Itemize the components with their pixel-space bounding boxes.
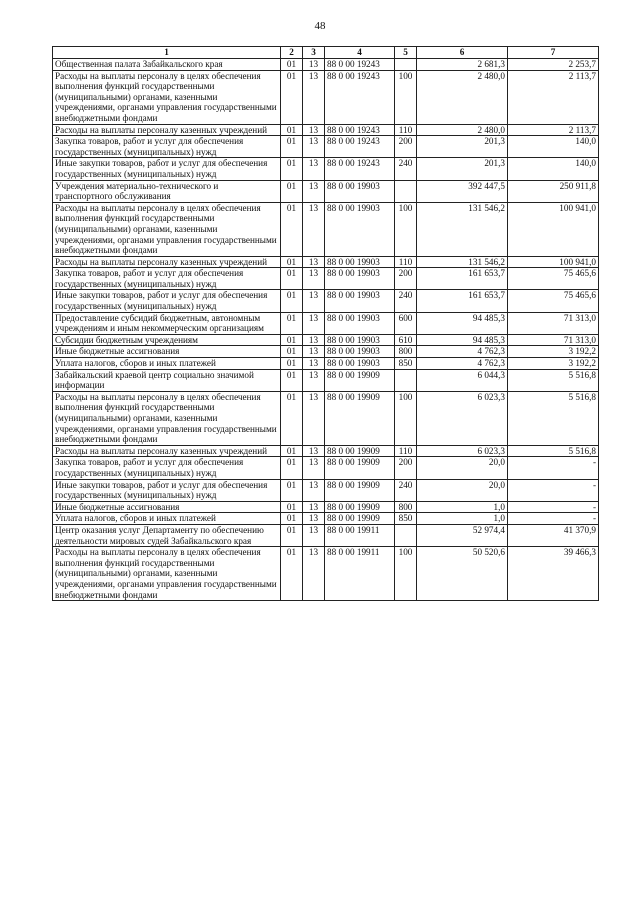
expense-type-cell: 850 [395,513,417,525]
amount-col6-cell: 20,0 [417,457,508,479]
amount-col7-cell: 5 516,8 [508,369,599,391]
row-name-cell: Субсидии бюджетным учреждениям [53,334,281,346]
table-row [53,256,599,268]
row-name-cell: Расходы на выплаты персоналу в целях обеспечения выполнения функций государственными (муниципальными) органами, казенными учреждениями, органами управления государственными внебюджетными фондами [53,202,281,256]
row-name-cell: Расходы на выплаты персоналу в целях обеспечения выполнения функций государственными (муниципальными) органами, казенными учреждениями, органами управления государственными внебюджетными фондами [53,547,281,601]
row-name-cell: Уплата налогов, сборов и иных платежей [53,513,281,525]
amount-col6-cell: 2 681,3 [417,59,508,71]
target-article-cell: 88 0 00 19903 [325,346,395,358]
amount-col6-cell: 50 520,6 [417,547,508,601]
expense-type-cell: 240 [395,158,417,180]
expense-type-cell: 240 [395,290,417,312]
row-name-cell: Центр оказания услуг Департаменту по обеспечению деятельности мировых судей Забайкальского края [53,524,281,546]
table-row [53,290,599,312]
amount-col7-cell: 140,0 [508,158,599,180]
row-name-cell: Иные закупки товаров, работ и услуг для обеспечения государственных (муниципальных) нужд [53,479,281,501]
subsection-code-cell: 13 [303,290,325,312]
section-code-cell: 01 [281,369,303,391]
amount-col6-cell: 2 480,0 [417,124,508,136]
amount-col6-cell: 4 762,3 [417,346,508,358]
subsection-code-cell: 13 [303,136,325,158]
expense-type-cell [395,369,417,391]
row-name-cell: Уплата налогов, сборов и иных платежей [53,358,281,370]
row-name-cell: Расходы на выплаты персоналу казенных учреждений [53,445,281,457]
table-header-row [53,47,599,59]
amount-col7-cell: 39 466,3 [508,547,599,601]
row-name-cell: Закупка товаров, работ и услуг для обеспечения государственных (муниципальных) нужд [53,457,281,479]
budget-table [52,46,599,601]
row-name-cell: Иные бюджетные ассигнования [53,346,281,358]
section-code-cell: 01 [281,180,303,202]
amount-col7-cell: 100 941,0 [508,202,599,256]
table-row [53,513,599,525]
amount-col6-cell: 201,3 [417,136,508,158]
target-article-cell: 88 0 00 19903 [325,358,395,370]
subsection-code-cell: 13 [303,524,325,546]
table-row [53,268,599,290]
table-row [53,391,599,445]
row-name-cell: Расходы на выплаты персоналу в целях обеспечения выполнения функций государственными (муниципальными) органами, казенными учреждениями, органами управления государственными внебюджетными фондами [53,391,281,445]
amount-col7-cell: 5 516,8 [508,391,599,445]
section-code-cell: 01 [281,70,303,124]
amount-col6-cell: 392 447,5 [417,180,508,202]
expense-type-cell: 850 [395,358,417,370]
table-row [53,369,599,391]
row-name-cell: Забайкальский краевой центр социально значимой информации [53,369,281,391]
amount-col7-cell: - [508,513,599,525]
section-code-cell: 01 [281,346,303,358]
section-code-cell: 01 [281,501,303,513]
target-article-cell: 88 0 00 19243 [325,70,395,124]
subsection-code-cell: 13 [303,334,325,346]
amount-col6-cell: 1,0 [417,513,508,525]
amount-col6-cell: 131 546,2 [417,256,508,268]
section-code-cell: 01 [281,457,303,479]
amount-col6-cell: 4 762,3 [417,358,508,370]
row-name-cell: Расходы на выплаты персоналу в целях обеспечения выполнения функций государственными (муниципальными) органами, казенными учреждениями, органами управления государственными внебюджетными фондами [53,70,281,124]
amount-col6-cell: 161 653,7 [417,290,508,312]
column-header: 2 [281,47,303,59]
table-row [53,479,599,501]
amount-col7-cell: 3 192,2 [508,358,599,370]
target-article-cell: 88 0 00 19903 [325,256,395,268]
row-name-cell: Предоставление субсидий бюджетным, автономным учреждениям и иным некоммерческим организациям [53,312,281,334]
section-code-cell: 01 [281,547,303,601]
row-name-cell: Учреждения материально-технического и транспортного обслуживания [53,180,281,202]
section-code-cell: 01 [281,358,303,370]
section-code-cell: 01 [281,524,303,546]
target-article-cell: 88 0 00 19243 [325,136,395,158]
row-name-cell: Иные закупки товаров, работ и услуг для обеспечения государственных (муниципальных) нужд [53,158,281,180]
row-name-cell: Закупка товаров, работ и услуг для обеспечения государственных (муниципальных) нужд [53,268,281,290]
target-article-cell: 88 0 00 19903 [325,202,395,256]
column-header: 1 [53,47,281,59]
amount-col6-cell: 6 044,3 [417,369,508,391]
amount-col6-cell: 131 546,2 [417,202,508,256]
amount-col6-cell: 1,0 [417,501,508,513]
row-name-cell: Расходы на выплаты персоналу казенных учреждений [53,124,281,136]
amount-col6-cell: 201,3 [417,158,508,180]
amount-col7-cell: - [508,479,599,501]
amount-col7-cell: - [508,501,599,513]
section-code-cell: 01 [281,479,303,501]
table-row [53,524,599,546]
column-header: 4 [325,47,395,59]
subsection-code-cell: 13 [303,479,325,501]
amount-col6-cell: 94 485,3 [417,312,508,334]
target-article-cell: 88 0 00 19909 [325,445,395,457]
table-row [53,180,599,202]
expense-type-cell: 200 [395,136,417,158]
target-article-cell: 88 0 00 19909 [325,391,395,445]
table-row [53,457,599,479]
expense-type-cell: 110 [395,124,417,136]
subsection-code-cell: 13 [303,268,325,290]
table-row [53,158,599,180]
amount-col7-cell: 2 253,7 [508,59,599,71]
column-header: 7 [508,47,599,59]
subsection-code-cell: 13 [303,70,325,124]
target-article-cell: 88 0 00 19909 [325,513,395,525]
subsection-code-cell: 13 [303,501,325,513]
amount-col7-cell: 2 113,7 [508,70,599,124]
section-code-cell: 01 [281,334,303,346]
table-row [53,202,599,256]
amount-col7-cell: 140,0 [508,136,599,158]
section-code-cell: 01 [281,136,303,158]
section-code-cell: 01 [281,290,303,312]
table-row [53,547,599,601]
table-row [53,445,599,457]
expense-type-cell: 600 [395,312,417,334]
section-code-cell: 01 [281,312,303,334]
expense-type-cell [395,524,417,546]
target-article-cell: 88 0 00 19243 [325,158,395,180]
amount-col7-cell: 41 370,9 [508,524,599,546]
target-article-cell: 88 0 00 19903 [325,180,395,202]
subsection-code-cell: 13 [303,369,325,391]
expense-type-cell: 800 [395,346,417,358]
amount-col6-cell: 20,0 [417,479,508,501]
amount-col6-cell: 52 974,4 [417,524,508,546]
amount-col7-cell: 75 465,6 [508,290,599,312]
target-article-cell: 88 0 00 19909 [325,479,395,501]
section-code-cell: 01 [281,268,303,290]
subsection-code-cell: 13 [303,346,325,358]
target-article-cell: 88 0 00 19903 [325,312,395,334]
row-name-cell: Иные закупки товаров, работ и услуг для обеспечения государственных (муниципальных) нужд [53,290,281,312]
subsection-code-cell: 13 [303,547,325,601]
subsection-code-cell: 13 [303,445,325,457]
row-name-cell: Закупка товаров, работ и услуг для обеспечения государственных (муниципальных) нужд [53,136,281,158]
subsection-code-cell: 13 [303,158,325,180]
target-article-cell: 88 0 00 19903 [325,290,395,312]
subsection-code-cell: 13 [303,59,325,71]
column-header: 3 [303,47,325,59]
table-row [53,501,599,513]
table-row [53,59,599,71]
section-code-cell: 01 [281,513,303,525]
amount-col7-cell: 71 313,0 [508,334,599,346]
section-code-cell: 01 [281,202,303,256]
table-row [53,70,599,124]
amount-col6-cell: 161 653,7 [417,268,508,290]
amount-col7-cell: 75 465,6 [508,268,599,290]
column-header: 6 [417,47,508,59]
subsection-code-cell: 13 [303,391,325,445]
amount-col7-cell: 100 941,0 [508,256,599,268]
expense-type-cell: 100 [395,391,417,445]
expense-type-cell: 800 [395,501,417,513]
expense-type-cell: 110 [395,256,417,268]
amount-col7-cell: 250 911,8 [508,180,599,202]
section-code-cell: 01 [281,256,303,268]
section-code-cell: 01 [281,124,303,136]
target-article-cell: 88 0 00 19903 [325,334,395,346]
section-code-cell: 01 [281,445,303,457]
section-code-cell: 01 [281,158,303,180]
table-row [53,136,599,158]
row-name-cell: Иные бюджетные ассигнования [53,501,281,513]
subsection-code-cell: 13 [303,202,325,256]
amount-col7-cell: 2 113,7 [508,124,599,136]
expense-type-cell: 100 [395,547,417,601]
column-header: 5 [395,47,417,59]
target-article-cell: 88 0 00 19909 [325,369,395,391]
expense-type-cell [395,59,417,71]
row-name-cell: Расходы на выплаты персоналу казенных учреждений [53,256,281,268]
amount-col6-cell: 6 023,3 [417,445,508,457]
page-number: 48 [314,20,326,32]
amount-col7-cell: 3 192,2 [508,346,599,358]
expense-type-cell: 100 [395,202,417,256]
target-article-cell: 88 0 00 19243 [325,59,395,71]
subsection-code-cell: 13 [303,358,325,370]
table-row [53,358,599,370]
row-name-cell: Общественная палата Забайкальского края [53,59,281,71]
subsection-code-cell: 13 [303,180,325,202]
subsection-code-cell: 13 [303,457,325,479]
subsection-code-cell: 13 [303,312,325,334]
target-article-cell: 88 0 00 19243 [325,124,395,136]
expense-type-cell: 610 [395,334,417,346]
target-article-cell: 88 0 00 19909 [325,457,395,479]
table-row [53,334,599,346]
expense-type-cell: 240 [395,479,417,501]
section-code-cell: 01 [281,59,303,71]
target-article-cell: 88 0 00 19903 [325,268,395,290]
subsection-code-cell: 13 [303,513,325,525]
expense-type-cell: 200 [395,457,417,479]
expense-type-cell: 110 [395,445,417,457]
amount-col7-cell: - [508,457,599,479]
amount-col7-cell: 5 516,8 [508,445,599,457]
table-row [53,346,599,358]
target-article-cell: 88 0 00 19911 [325,547,395,601]
table-row [53,124,599,136]
subsection-code-cell: 13 [303,124,325,136]
section-code-cell: 01 [281,391,303,445]
target-article-cell: 88 0 00 19911 [325,524,395,546]
expense-type-cell: 100 [395,70,417,124]
expense-type-cell: 200 [395,268,417,290]
table-row [53,312,599,334]
amount-col6-cell: 94 485,3 [417,334,508,346]
amount-col6-cell: 2 480,0 [417,70,508,124]
subsection-code-cell: 13 [303,256,325,268]
expense-type-cell [395,180,417,202]
amount-col7-cell: 71 313,0 [508,312,599,334]
target-article-cell: 88 0 00 19909 [325,501,395,513]
amount-col6-cell: 6 023,3 [417,391,508,445]
